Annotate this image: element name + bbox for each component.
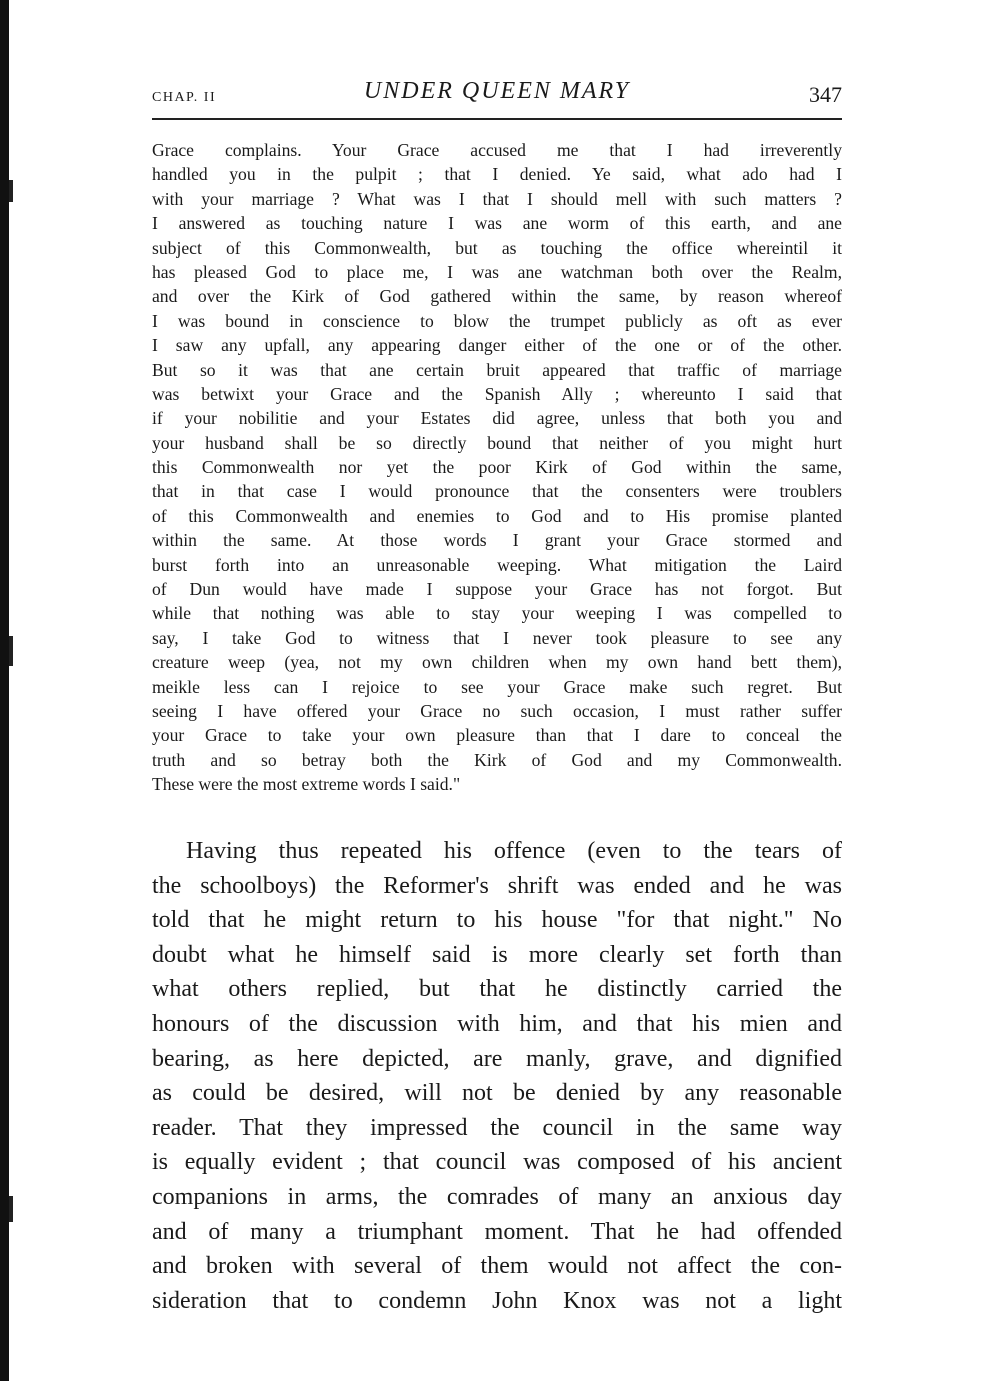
body-line: as could be desired, will not be denied by any reasonable xyxy=(152,1080,842,1107)
quote-line: of this Commonwealth and enemies to God and to His promise planted xyxy=(152,505,842,526)
running-head xyxy=(152,78,842,114)
page-binding-edge xyxy=(0,0,9,1381)
binding-mark xyxy=(9,636,13,666)
quote-line: and over the Kirk of God gathered within the same, by reason whereof xyxy=(152,286,842,307)
body-line: and of many a triumphant moment. That he had offended xyxy=(152,1218,842,1245)
quote-line: while that nothing was able to stay your weeping I was compelled to xyxy=(152,603,842,624)
binding-mark xyxy=(9,1196,13,1222)
quote-line: this Commonwealth nor yet the poor Kirk of God within the same, xyxy=(152,457,842,478)
quote-line: These were the most extreme words I said." xyxy=(152,774,461,795)
quote-line: with your marriage ? What was I that I should mell with such matters ? xyxy=(152,188,842,209)
body-line: what others replied, but that he distinctly carried the xyxy=(152,976,842,1003)
quote-line: burst forth into an unreasonable weeping. What mitigation the Laird xyxy=(152,554,842,575)
quote-line: meikle less can I rejoice to see your Grace make such regret. But xyxy=(152,676,842,697)
chapter-label: CHAP. II xyxy=(152,90,217,105)
quote-line: say, I take God to witness that I never took pleasure to see any xyxy=(152,627,842,648)
quote-line: Grace complains. Your Grace accused me that I had irreverently xyxy=(152,140,842,160)
quote-line: I was bound in conscience to blow the trumpet publicly as oft as ever xyxy=(152,310,842,331)
quote-line: your husband shall be so directly bound that neither of you might hurt xyxy=(152,432,842,453)
quote-line: was betwixt your Grace and the Spanish Ally ; whereunto I said that xyxy=(152,383,842,404)
binding-mark xyxy=(9,180,13,202)
quote-line: if your nobilitie and your Estates did agree, unless that both you and xyxy=(152,408,842,429)
page-number: 347 xyxy=(809,82,842,107)
body-line: reader. That they impressed the council in the same way xyxy=(152,1114,842,1141)
quote-line: that in that case I would pronounce that the consenters were troublers xyxy=(152,481,842,502)
header-rule xyxy=(152,118,842,120)
quote-line: within the same. At those words I grant your Grace stormed and xyxy=(152,530,842,551)
quote-line: handled you in the pulpit ; that I denied. Ye said, what ado had I xyxy=(152,164,842,185)
quote-line: subject of this Commonwealth, but as touching the office whereintil it xyxy=(152,237,842,258)
quote-line: I answered as touching nature I was ane worm of this earth, and ane xyxy=(152,213,842,234)
body-line: honours of the discussion with him, and that his mien and xyxy=(152,1010,842,1037)
quote-line: I saw any upfall, any appearing danger either of the one or of the other. xyxy=(152,335,842,356)
quote-line: seeing I have offered your Grace no such occasion, I must rather suffer xyxy=(152,700,842,721)
quote-line: truth and so betray both the Kirk of God and my Commonwealth. xyxy=(152,749,842,770)
quote-line: But so it was that ane certain bruit appeared that traffic of marriage xyxy=(152,359,842,380)
body-line: sideration that to condemn John Knox was not a light xyxy=(152,1287,842,1314)
body-line: Having thus repeated his offence (even to the tears of xyxy=(186,838,842,864)
quote-line: your Grace to take your own pleasure than that I dare to conceal the xyxy=(152,725,842,746)
body-line: told that he might return to his house "for that night." No xyxy=(152,907,842,934)
quote-line: of Dun would have made I suppose your Grace has not forgot. But xyxy=(152,579,842,600)
quote-line: creature weep (yea, not my own children when my own hand bett them), xyxy=(152,652,842,673)
body-line: bearing, as here depicted, are manly, grave, and dignified xyxy=(152,1045,842,1072)
body-paragraph xyxy=(152,834,842,1318)
body-line: is equally evident ; that council was composed of his ancient xyxy=(152,1149,842,1176)
body-line: the schoolboys) the Reformer's shrift was ended and he was xyxy=(152,872,842,899)
body-line: and broken with several of them would not affect the con- xyxy=(152,1253,842,1280)
running-title: UNDER QUEEN MARY xyxy=(363,78,631,104)
quote-line: has pleased God to place me, I was ane watchman both over the Realm, xyxy=(152,261,842,282)
body-line: doubt what he himself said is more clearly set forth than xyxy=(152,941,842,968)
quoted-passage xyxy=(152,138,842,797)
body-line: companions in arms, the comrades of many an anxious day xyxy=(152,1183,842,1210)
